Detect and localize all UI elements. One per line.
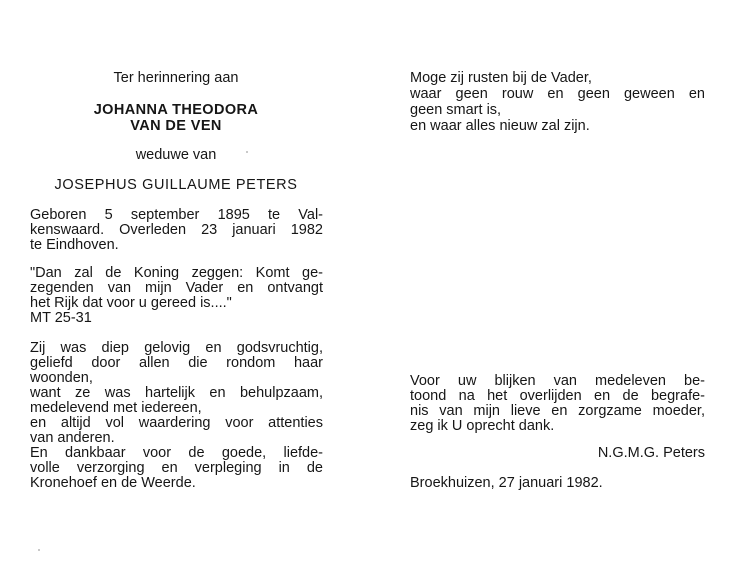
thanks-line: nis van mijn lieve en zorgzame moeder, xyxy=(410,403,705,419)
thanks-line: Voor uw blijken van medeleven be- xyxy=(410,373,705,389)
quote-reference: MT 25-31 xyxy=(30,310,92,326)
tribute-line: Kronehoef en de Weerde. xyxy=(30,475,196,491)
signature: N.G.M.G. Peters xyxy=(597,445,705,461)
quote-line: "Dan zal de Koning zeggen: Komt ge- xyxy=(30,265,323,281)
deceased-name-line-1: JOHANNA THEODORA xyxy=(93,102,259,118)
husband-name: JOSEPHUS GUILLAUME PETERS xyxy=(54,177,298,193)
paper-speck xyxy=(246,151,248,153)
tribute-line: En dankbaar voor de goede, liefde- xyxy=(30,445,323,461)
prayer-line: Moge zij rusten bij de Vader, xyxy=(410,70,592,86)
quote-line: het Rijk dat voor u gereed is...." xyxy=(30,295,232,311)
birth-line: kenswaard. Overleden 23 januari 1982 xyxy=(30,222,323,238)
tribute-line: medelevend met iedereen, xyxy=(30,400,202,416)
place-date: Broekhuizen, 27 januari 1982. xyxy=(410,475,603,491)
quote-line: zegenden van mijn Vader en ontvangt xyxy=(30,280,323,296)
widow-of-text: weduwe van xyxy=(135,147,217,163)
tribute-line: volle verzorging en verpleging in de xyxy=(30,460,323,476)
deceased-name-line-2: VAN DE VEN xyxy=(130,118,222,134)
prayer-line: waar geen rouw en geen geween en xyxy=(410,86,705,102)
tribute-line: woonden, xyxy=(30,370,93,386)
tribute-line: Zij was diep gelovig en godsvruchtig, xyxy=(30,340,323,356)
prayer-line: geen smart is, xyxy=(410,102,502,118)
tribute-line: en altijd vol waardering voor attenties xyxy=(30,415,323,431)
birth-line: Geboren 5 september 1895 te Val- xyxy=(30,207,323,223)
intro-text: Ter herinnering aan xyxy=(113,70,239,86)
tribute-line: van anderen. xyxy=(30,430,115,446)
thanks-line: zeg ik U oprecht dank. xyxy=(410,418,555,434)
paper-speck xyxy=(38,549,40,551)
tribute-line: geliefd door allen die rondom haar xyxy=(30,355,323,371)
thanks-line: toond na het overlijden en de begrafe- xyxy=(410,388,705,404)
birth-line: te Eindhoven. xyxy=(30,237,119,253)
tribute-line: want ze was hartelijk en behulpzaam, xyxy=(30,385,323,401)
prayer-line: en waar alles nieuw zal zijn. xyxy=(410,118,590,134)
